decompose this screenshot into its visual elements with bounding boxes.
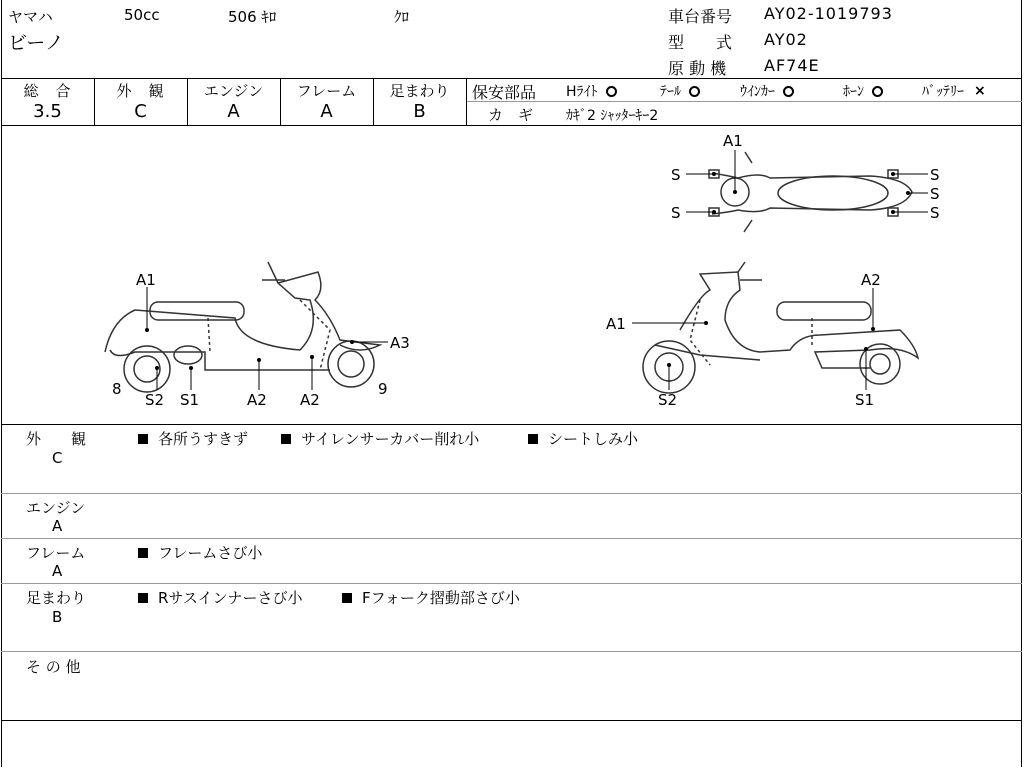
detail-suspension-note: Fフォーク摺動部さび小: [342, 587, 520, 608]
type-value: AY02: [764, 30, 808, 49]
detail-exterior-label: 外 観: [26, 430, 87, 448]
ok-circle-icon: [783, 86, 794, 97]
grade-engine-value: A: [227, 101, 240, 122]
model-name: ビーノ: [8, 32, 64, 54]
label-left-a2: A2: [300, 391, 320, 409]
label-right-a2: A2: [861, 271, 881, 289]
safety-label: 保安部品: [472, 83, 537, 102]
detail-suspension-grade: B: [52, 608, 63, 626]
divider: [1, 720, 1022, 721]
label-top-s: S: [671, 166, 681, 184]
bullet-icon: [138, 593, 148, 603]
detail-other-label: そ の 他: [26, 658, 81, 676]
grade-overall-value: 3.5: [33, 101, 62, 122]
safety-taillight-label: ﾃｰﾙ: [660, 84, 681, 100]
label-right-a1: A1: [606, 315, 626, 333]
label-top-s: S: [930, 204, 940, 222]
grade-frame-label: フレーム: [296, 82, 357, 100]
label-top-s: S: [930, 166, 940, 184]
bullet-icon: [342, 593, 352, 603]
ok-circle-icon: [872, 86, 883, 97]
detail-exterior-note: シートしみ小: [528, 428, 638, 449]
safety-horn: [843, 81, 883, 101]
grade-suspension-value: B: [413, 101, 426, 122]
safety-battery: [922, 81, 986, 101]
label-left-s1: S1: [180, 391, 200, 409]
maker: ヤマハ: [8, 8, 53, 26]
frame-no-label: 車台番号: [668, 7, 733, 26]
frame-no-value: AY02-1019793: [764, 4, 893, 23]
bullet-icon: [138, 434, 148, 444]
safety-horn-label: ﾎｰﾝ: [843, 84, 864, 100]
grade-frame-value: A: [320, 101, 333, 122]
grade-overall-label: 総 合: [23, 82, 72, 100]
ok-circle-icon: [606, 86, 617, 97]
safety-winker-label: ｳｲﾝｶｰ: [740, 84, 775, 100]
detail-exterior-note: 各所うすきず: [138, 428, 248, 449]
divider: [466, 101, 1022, 102]
divider: [1, 493, 1022, 494]
engine-label: 原 動 機: [668, 59, 727, 78]
detail-exterior-grade: C: [52, 449, 63, 467]
label-left-8: 8: [112, 380, 122, 398]
label-right-s2: S2: [658, 391, 678, 409]
detail-suspension-label: 足まわり: [26, 589, 87, 607]
ok-circle-icon: [689, 86, 700, 97]
displacement: 50cc: [124, 6, 160, 24]
label-top-a1: A1: [723, 132, 743, 150]
divider: [1, 424, 1022, 425]
type-label: 型 式: [668, 33, 733, 52]
safety-taillight: [660, 81, 700, 101]
damage-diagram: [0, 126, 1024, 424]
safety-headlight-label: Hﾗｲﾄ: [566, 84, 598, 100]
label-left-a1: A1: [136, 271, 156, 289]
label-top-s: S: [930, 185, 940, 203]
detail-engine-grade: A: [52, 517, 63, 535]
bullet-icon: [528, 434, 538, 444]
grade-suspension-label: 足まわり: [389, 82, 450, 100]
detail-frame-label: フレーム: [26, 544, 86, 562]
engine-value: AF74E: [764, 56, 820, 75]
divider: [466, 78, 467, 125]
grade-engine-label: エンジン: [203, 82, 264, 100]
label-top-s: S: [671, 204, 681, 222]
divider: [1, 651, 1022, 652]
detail-frame-grade: A: [52, 562, 63, 580]
label-left-9: 9: [378, 380, 388, 398]
bullet-icon: [281, 434, 291, 444]
ng-cross-icon: ×: [974, 83, 986, 99]
key-label: カ ギ: [488, 106, 534, 124]
label-right-s1: S1: [855, 391, 875, 409]
divider: [1, 78, 1022, 79]
detail-suspension-note: Rサスインナーさび小: [138, 587, 303, 608]
key-value: ｶｷﾞ2 ｼｬｯﾀｰｷｰ2: [566, 108, 659, 124]
label-left-a3: A3: [390, 334, 410, 352]
safety-headlight: [566, 81, 617, 101]
divider: [1, 583, 1022, 584]
detail-frame-note: フレームさび小: [138, 542, 262, 563]
scooter-top-view: [709, 152, 912, 232]
bullet-icon: [138, 548, 148, 558]
label-left-a2: A2: [247, 391, 267, 409]
safety-battery-label: ﾊﾞｯﾃﾘｰ: [922, 84, 964, 100]
safety-winker: [740, 81, 794, 101]
detail-engine-label: エンジン: [26, 499, 86, 517]
grade-exterior-value: C: [134, 101, 147, 122]
label-left-s2: S2: [145, 391, 165, 409]
mileage: 506 ｷﾛ: [228, 8, 277, 26]
grade-exterior-label: 外 観: [116, 82, 165, 100]
detail-exterior-note: サイレンサーカバー削れ小: [281, 428, 479, 449]
color: ｸﾛ: [394, 8, 410, 26]
divider: [1, 538, 1022, 539]
